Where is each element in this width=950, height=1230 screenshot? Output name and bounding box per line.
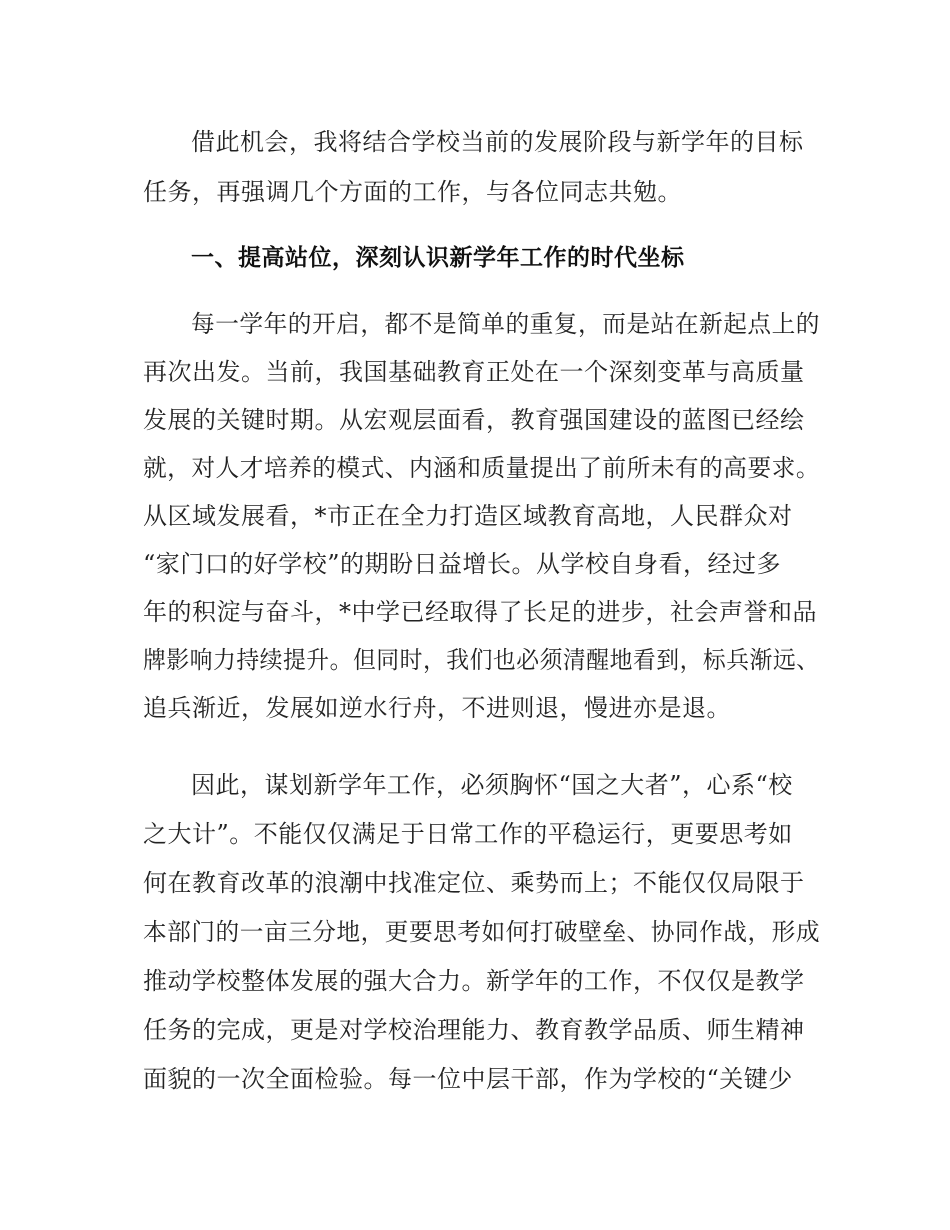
paragraph1-line-9: 追兵渐近，发展如逆水行舟，不进则退，慢进亦是退。 xyxy=(143,694,731,722)
paragraph2-line-4: 本部门的一亩三分地，更要思考如何打破壁垒、协同作战，形成 xyxy=(143,918,821,946)
paragraph2-line-2: 之大计”。不能仅仅满足于日常工作的平稳运行，更要思考如 xyxy=(143,820,793,848)
paragraph1-line-2: 再次出发。当前，我国基础教育正处在一个深刻变革与高质量 xyxy=(143,358,805,386)
paragraph1-line-8: 牌影响力持续提升。但同时，我们也必须清醒地看到，标兵渐远、 xyxy=(143,646,820,674)
intro-line-2: 任务，再强调几个方面的工作，与各位同志共勉。 xyxy=(143,178,682,206)
paragraph2-line-3: 何在教育改革的浪潮中找准定位、乘势而上；不能仅仅局限于 xyxy=(143,869,805,897)
paragraph1-line-5: 从区域发展看，*市正在全力打造区域教育高地，人民群众对 xyxy=(143,502,793,530)
paragraph1-line-3: 发展的关键时期。从宏观层面看，教育强国建设的蓝图已经绘 xyxy=(143,406,805,434)
paragraph2-line-5: 推动学校整体发展的强大合力。新学年的工作，不仅仅是教学 xyxy=(143,967,805,995)
paragraph1-line-1: 每一学年的开启，都不是简单的重复，而是站在新起点上的 xyxy=(191,310,820,338)
section-heading: 一、提高站位，深刻认识新学年工作的时代坐标 xyxy=(191,245,685,271)
paragraph2-line-6: 任务的完成，更是对学校治理能力、教育教学品质、师生精神 xyxy=(143,1016,805,1044)
intro-line-1: 借此机会，我将结合学校当前的发展阶段与新学年的目标 xyxy=(191,128,804,156)
paragraph2-line-7: 面貌的一次全面检验。每一位中层干部，作为学校的“关键少 xyxy=(143,1065,793,1093)
paragraph1-line-7: 年的积淀与奋斗，*中学已经取得了长足的进步，社会声誉和品 xyxy=(143,598,817,626)
paragraph2-line-1: 因此，谋划新学年工作，必须胸怀“国之大者”，心系“校 xyxy=(191,771,793,799)
paragraph1-line-4: 就，对人才培养的模式、内涵和质量提出了前所未有的高要求。 xyxy=(143,454,821,482)
paragraph1-line-6: “家门口的好学校”的期盼日益增长。从学校自身看，经过多 xyxy=(143,550,782,578)
